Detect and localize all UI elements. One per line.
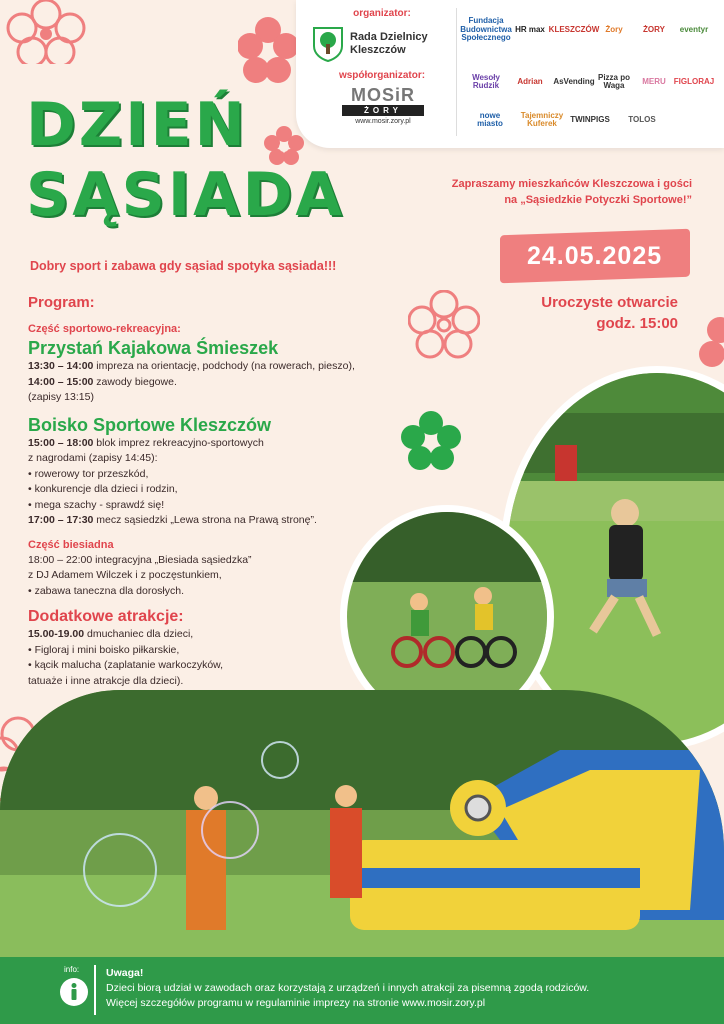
mosir-url: www.mosir.zory.pl (355, 118, 411, 125)
invite-text (400, 176, 692, 208)
sponsor-logo: Wesoły Rudzik (472, 72, 500, 90)
tree-crest-icon (312, 26, 344, 62)
kayak-line-2: 14:00 – 15:00 zawody biegowe. (28, 375, 177, 388)
tagline: Dobry sport i zabawa gdy sąsiad spotyka sąsiada!!! (30, 259, 337, 273)
opening-line-2: godz. 15:00 (596, 315, 678, 332)
date-badge (500, 229, 690, 284)
feast-line-2: z DJ Adamem Wilczek i z poczęstunkiem, (28, 569, 222, 581)
field-line-1b: z nagrodami (zapisy 14:45): (28, 452, 158, 464)
organizer-logo (312, 24, 452, 64)
info-label: info: (64, 965, 80, 974)
sponsor-logo: Adrian (517, 76, 543, 86)
section-sport-label: Część sportowo-rekreacyjna: (28, 323, 181, 335)
sponsor-logo: Fundacja Budownictwa Społecznego (460, 16, 512, 43)
field-line-2: 17:00 – 17:30 mecz sąsiedzki „Lewa strona na Prawą stronę”. (28, 514, 317, 526)
sponsor-logo: HR max (515, 24, 545, 34)
sponsor-logo: AsVending (553, 76, 595, 86)
sponsor-logo: nowe miasto (477, 110, 503, 128)
extra-heading: Dodatkowe atrakcje: (28, 608, 184, 625)
extra-line-1: 15.00-19.00 dmuchaniec dla dzieci, (28, 628, 194, 640)
sponsor-logo: TWINPIGS (570, 114, 610, 124)
list-item: • rowerowy tor przeszkód, (28, 467, 149, 480)
footer-line-2: Więcej szczegółów programu w regulaminie imprezy na stronie www.mosir.zory.pl (106, 997, 486, 1009)
feast-heading: Część biesiadna (28, 538, 114, 551)
event-date: 24.05.2025 (527, 241, 663, 270)
organizer-label: organizator: (353, 8, 411, 19)
list-item: • konkurencje dla dzieci i rodzin, (28, 483, 178, 495)
sponsor-logo: FIGLORAJ (673, 76, 715, 86)
sponsor-logo: KLESZCZÓW (548, 24, 600, 34)
sponsor-logo: Tajemniczy Kuferek (520, 110, 564, 128)
footer-line-1: Dzieci biorą udział w zawodach oraz korzystają z urządzeń i innych atrakcji za pisemną zgodą rodziców. (106, 982, 590, 994)
footer-text (106, 966, 589, 1011)
sponsor-logo: ŻORY (643, 24, 665, 34)
invite-line-1: Zapraszamy mieszkańców Kleszczowa i gości (451, 178, 692, 190)
flower-decoration-icon (238, 16, 298, 88)
opening-info (470, 292, 678, 334)
list-item: • kącik malucha (zaplatanie warkoczyków, (28, 659, 224, 671)
flower-decoration-icon (0, 0, 92, 64)
kayak-note: (zapisy 13:15) (28, 391, 94, 403)
field-heading: Boisko Sportowe Kleszczów (28, 414, 272, 435)
mosir-logo: MOSiR ŻORY www.mosir.zory.pl (336, 86, 430, 127)
divider (456, 8, 457, 136)
divider (94, 965, 96, 1015)
program-heading: Program: (28, 294, 95, 311)
opening-line-1: Uroczyste otwarcie (541, 294, 678, 311)
organizer-name: Rada Dzielnicy Kleszczów (350, 31, 428, 56)
sponsor-logo: Żory (605, 24, 623, 34)
sponsor-logo: eventyr (679, 24, 709, 34)
list-item: • Figloraj i mini boisko piłkarskie, (28, 643, 180, 656)
kayak-line-1: 13:30 – 14:00 impreza na orientację, podchody (na rowerach, pieszo), (28, 360, 355, 372)
feast-line-1: 18:00 – 22:00 integracyjna „Biesiada sąsiedzka” (28, 553, 252, 566)
sponsor-logo: Pizza po Waga (597, 72, 630, 90)
kayak-heading: Przystań Kajakowa Śmieszek (28, 338, 279, 358)
list-item: tatuaże i inne atrakcje dla dzieci). (28, 674, 184, 687)
invite-line-2: na „Sąsiedzkie Potyczki Sportowe!” (504, 194, 692, 206)
feast-line-3: • zabawa taneczna dla dorosłych. (28, 584, 185, 597)
footer-info-bar (0, 957, 724, 1024)
info-icon (59, 977, 89, 1007)
photo-bouncy-castle (0, 690, 724, 957)
sponsor-logo: TOLOS (628, 114, 656, 124)
sponsor-panel (296, 0, 724, 148)
title-line-2: SĄSIADA (26, 160, 345, 230)
flower-decoration-icon (692, 316, 724, 372)
flower-decoration-icon (400, 410, 462, 472)
co-organizer-label: współorganizator: (338, 70, 426, 81)
field-line-1: 15:00 – 18:00 blok imprez rekreacyjno-sportowych (28, 436, 264, 449)
title-line-1: DZIEŃ (26, 90, 248, 160)
list-item: • mega szachy - sprawdź się! (28, 498, 165, 511)
footer-title: Uwaga! (106, 967, 144, 979)
sponsor-logo: MERU (642, 76, 666, 86)
